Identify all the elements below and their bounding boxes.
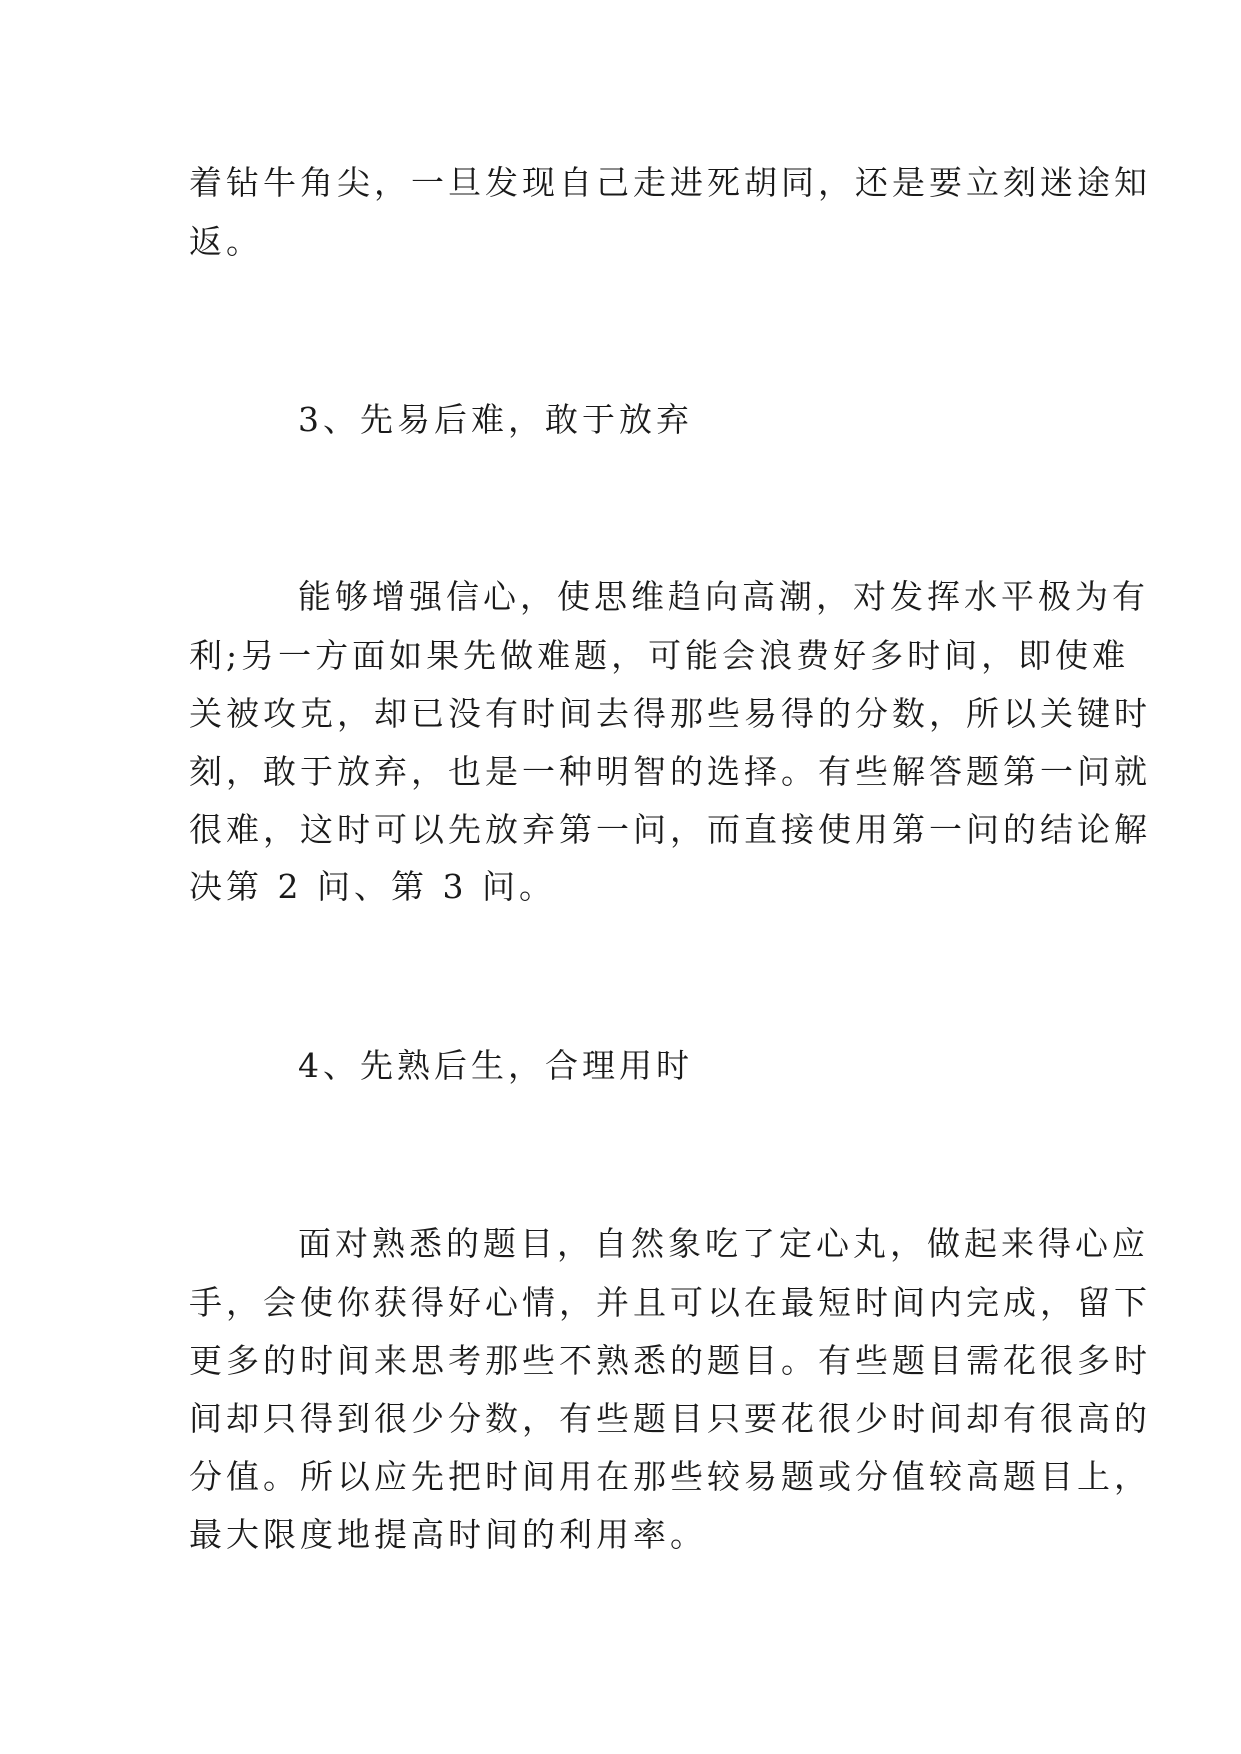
- paragraph-line: 手，会使你获得好心情，并且可以在最短时间内完成，留下: [189, 1283, 1151, 1322]
- paragraph-line: 能够增强信心，使思维趋向高潮，对发挥水平极为有: [298, 577, 1149, 616]
- paragraph-line: 很难，这时可以先放弃第一问，而直接使用第一问的结论解: [189, 810, 1151, 849]
- section-heading-3: 3、先易后难，敢于放弃: [298, 400, 693, 439]
- paragraph-line: 分值。所以应先把时间用在那些较易题或分值较高题目上，: [189, 1457, 1151, 1496]
- paragraph-line: 更多的时间来思考那些不熟悉的题目。有些题目需花很多时: [189, 1341, 1151, 1380]
- section-heading-4: 4、先熟后生，合理用时: [298, 1046, 693, 1085]
- paragraph-line: 间却只得到很少分数，有些题目只要花很少时间却有很高的: [189, 1399, 1151, 1438]
- paragraph-line: 返。: [189, 222, 263, 261]
- paragraph-line: 关被攻克，却已没有时间去得那些易得的分数，所以关键时: [189, 694, 1151, 733]
- paragraph-line: 面对熟悉的题目，自然象吃了定心丸，做起来得心应: [298, 1224, 1149, 1263]
- paragraph-line: 着钻牛角尖，一旦发现自己走进死胡同，还是要立刻迷途知: [189, 163, 1151, 202]
- paragraph-line: 利;另一方面如果先做难题，可能会浪费好多时间，即使难: [189, 636, 1130, 675]
- paragraph-line: 最大限度地提高时间的利用率。: [189, 1515, 707, 1554]
- paragraph-line: 刻，敢于放弃，也是一种明智的选择。有些解答题第一问就: [189, 752, 1151, 791]
- paragraph-line: 决第 2 问、第 3 问。: [189, 867, 556, 906]
